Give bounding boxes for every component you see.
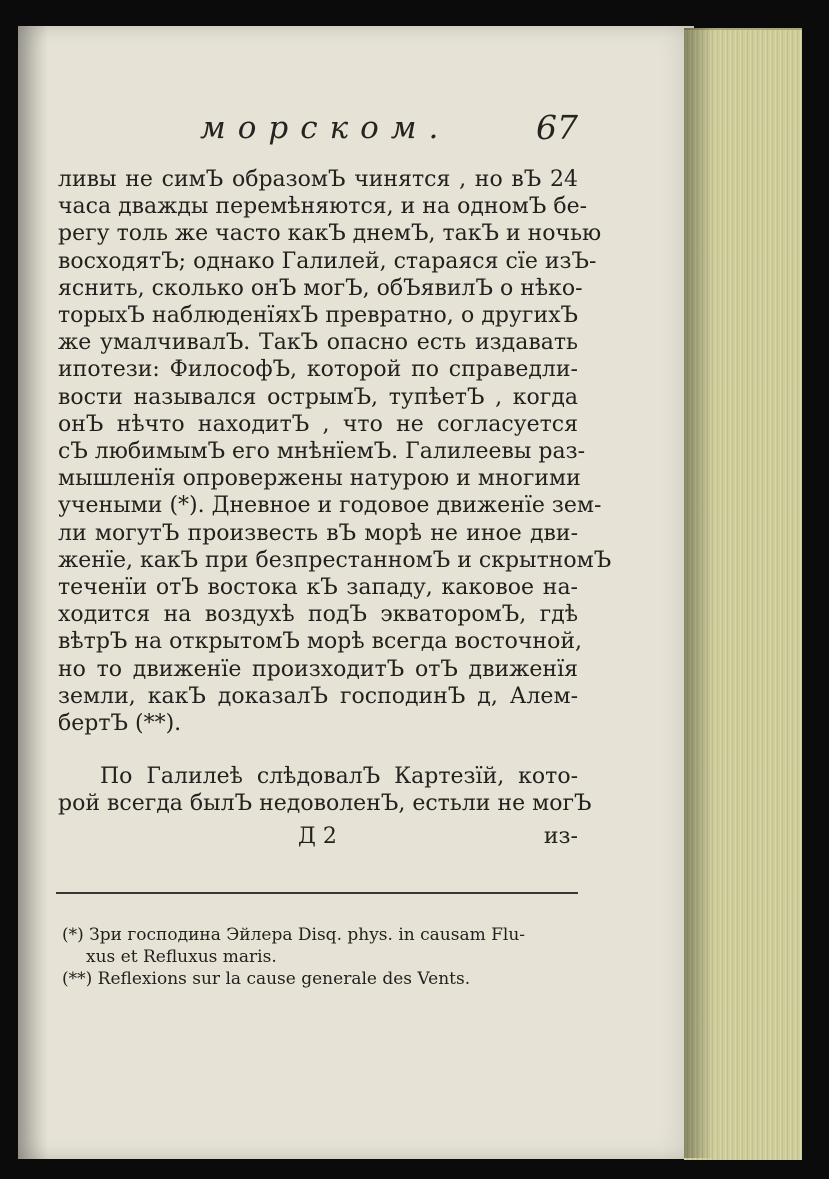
text-line: вѣтрЪ на открытомЪ морѣ всегда восточной, bbox=[58, 629, 582, 655]
text-line: земли, какЪ доказалЪ господинЪ д, Алем- bbox=[58, 683, 578, 709]
spine-shadow bbox=[18, 26, 48, 1159]
signature-row bbox=[58, 824, 578, 856]
text-line: бертЪ (**). bbox=[58, 711, 182, 737]
catchword: из- bbox=[543, 824, 578, 849]
text-line: ли могутЪ произвесть вЪ морѣ не иное дви- bbox=[58, 520, 578, 546]
text-line: По Галилеѣ слѣдовалЪ Картезїй, кото- bbox=[100, 764, 578, 790]
text-line: вости назывался острымЪ, тупѣетЪ , когда bbox=[58, 384, 578, 410]
signature-mark: Д 2 bbox=[298, 824, 337, 849]
text-line: онЪ нѣчто находитЪ , что не согласуется bbox=[58, 411, 578, 437]
text-line: сЪ любимымЪ его мнѣнїемЪ. Галилеевы раз- bbox=[58, 439, 586, 465]
text-line: ипотези: ФилософЪ, которой по справедли- bbox=[58, 357, 578, 383]
text-line: яснить, сколько онЪ могЪ, обЪявилЪ о нѣко- bbox=[58, 275, 583, 301]
text-line: учеными (*). Дневное и годовое движенїе зем- bbox=[58, 493, 602, 519]
main-text bbox=[58, 166, 612, 818]
text-line: ходится на воздухѣ подЪ экваторомЪ, гдѣ bbox=[58, 602, 578, 628]
footnote-1: (*) Зри господина Эйлера Disq. phys. in causam Flu- bbox=[62, 925, 526, 945]
text-line: мышленїя опровержены натурою и многими bbox=[58, 466, 581, 492]
footnote-2: (**) Reflexions sur la cause generale des Vents. bbox=[62, 969, 471, 989]
footnote-rule bbox=[56, 892, 578, 894]
book-page bbox=[18, 26, 694, 1159]
text-line: восходятЪ; однако Галилей, стараяся сїе изЪ- bbox=[58, 248, 597, 274]
running-title: морском. bbox=[200, 110, 451, 146]
text-line: ливы не симЪ образомЪ чинятся , но вЪ 24 bbox=[58, 167, 578, 192]
footnote-1-continuation: xus et Refluxus maris. bbox=[86, 947, 277, 967]
text-line: теченїи отЪ востока кЪ западу, каковое на- bbox=[58, 575, 578, 601]
text-line: же умалчивалЪ. ТакЪ опасно есть издавать bbox=[58, 330, 578, 356]
text-line: женїе, какЪ при безпрестанномЪ и скрытномЪ bbox=[58, 547, 612, 573]
footnotes bbox=[62, 924, 582, 990]
text-line: регу толь же часто какЪ днемЪ, такЪ и ночью bbox=[58, 221, 602, 247]
page-edge-shadow bbox=[684, 28, 714, 1158]
page-number: 67 bbox=[536, 108, 578, 147]
text-line: часа дважды перемѣняются, и на одномЪ бе- bbox=[58, 194, 588, 220]
text-line: торыхЪ наблюденїяхЪ превратно, о другихЪ bbox=[58, 303, 578, 329]
text-line: но то движенїе произходитЪ отЪ движенїя bbox=[58, 656, 578, 682]
paragraph-gap bbox=[58, 737, 578, 763]
page-header bbox=[168, 104, 588, 154]
text-line: рой всегда былЪ недоволенЪ, естьли не могЪ bbox=[58, 791, 592, 817]
